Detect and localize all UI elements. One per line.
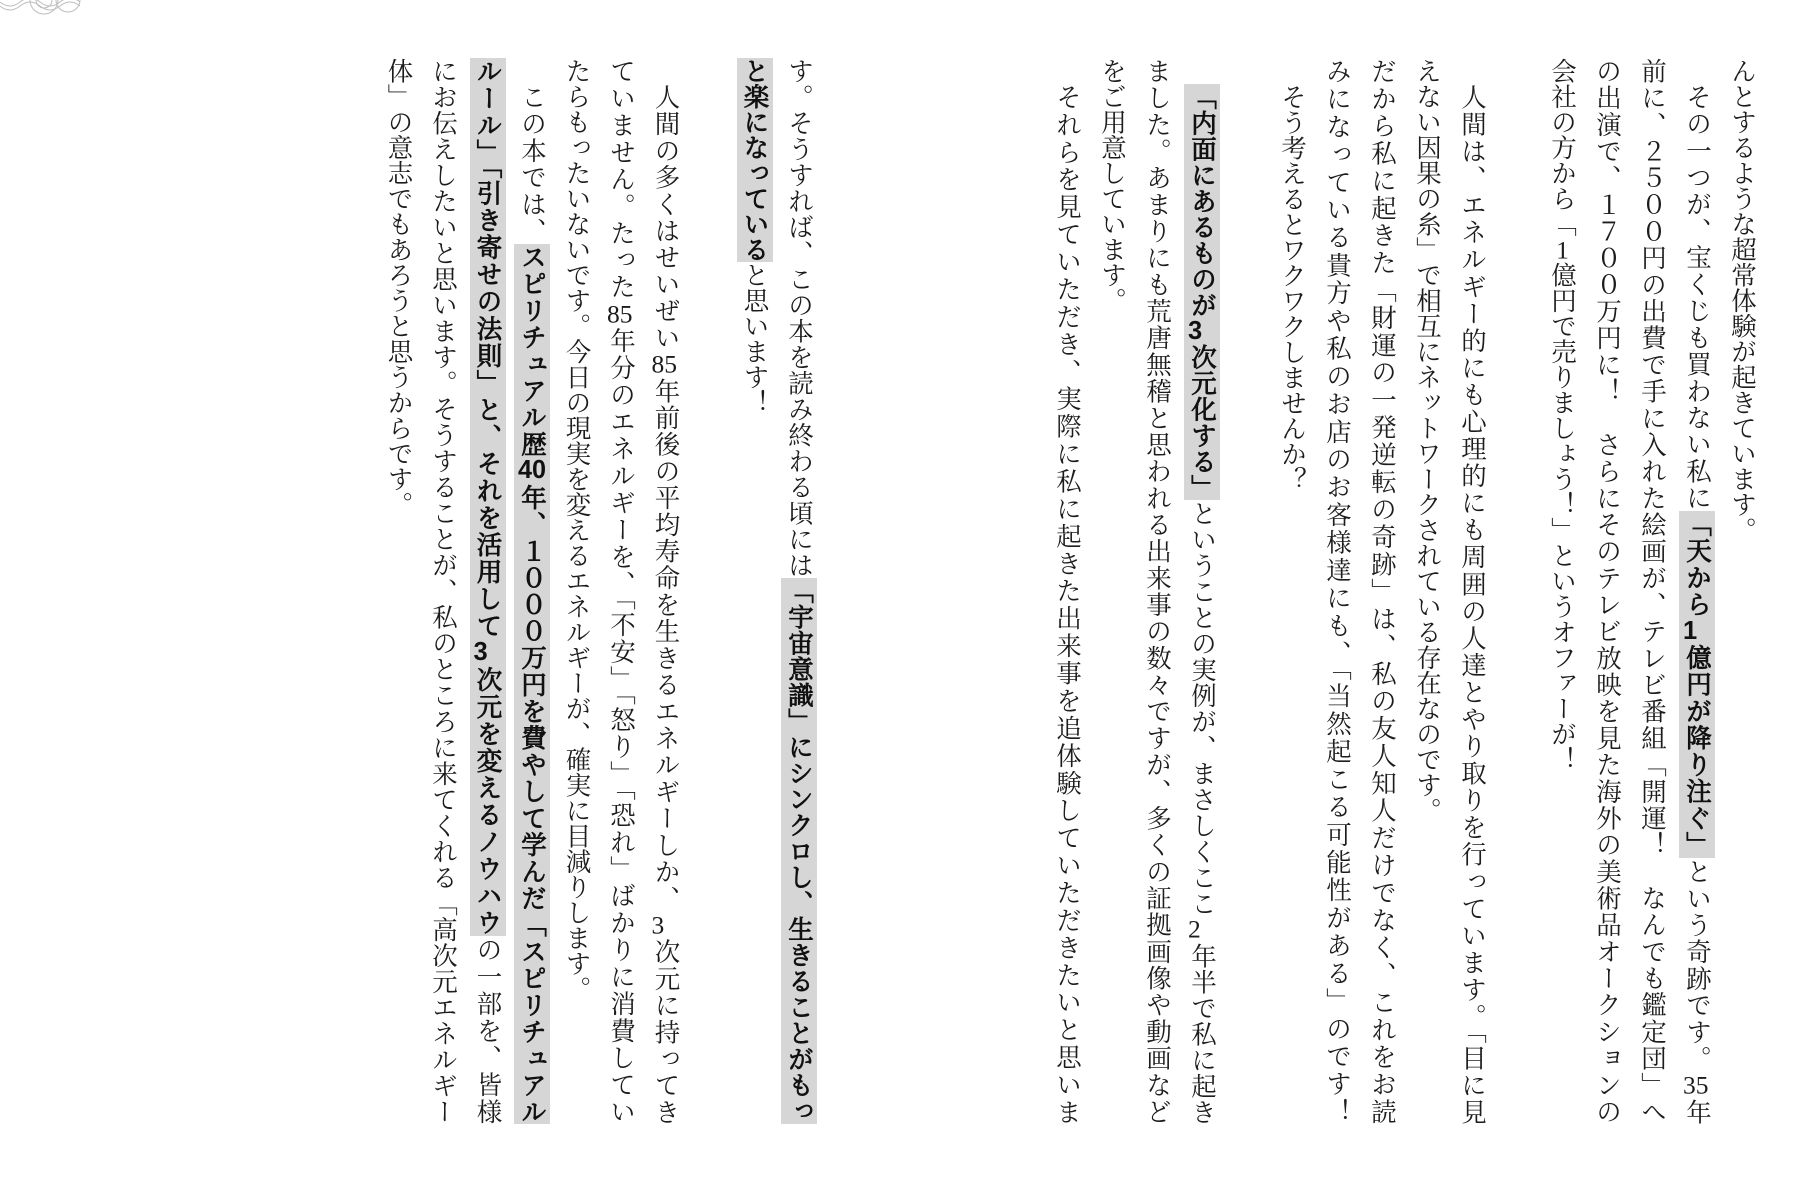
text-segment: それらを見ていただき、実際に私に起きた出来事を追体験していただきたいと思いま bbox=[1053, 83, 1082, 1124]
highlighted-phrase: 「宇宙意識」にシンクロし、生きることがもっ bbox=[781, 578, 817, 1124]
upright-number: 1 bbox=[1556, 236, 1569, 262]
text-segment: をご用意しています。 bbox=[1098, 58, 1127, 313]
text-segment: この本では、 bbox=[518, 83, 547, 244]
blank-line bbox=[1495, 58, 1540, 1124]
highlighted-phrase: と楽になっている bbox=[737, 58, 773, 262]
wave-line bbox=[0, 0, 80, 6]
text-line bbox=[1720, 58, 1765, 1124]
text-segment: 体」の意志でもあろうと思うからです。 bbox=[384, 58, 414, 517]
upright-number: 3 bbox=[1188, 317, 1203, 344]
text-line bbox=[554, 58, 599, 1124]
text-line bbox=[1360, 58, 1405, 1124]
wave-arc bbox=[30, 0, 58, 14]
text-segment: だから私に起きた「財運の一発逆転の奇跡」は、私の友人知人だけでなく、これをお読 bbox=[1368, 58, 1397, 1124]
upright-number: 85 bbox=[651, 350, 677, 377]
left-page bbox=[376, 58, 821, 1124]
text-segment: 会社の方から「1億円で売りましょう！」というオファーが！ bbox=[1548, 58, 1577, 772]
text-line bbox=[1585, 58, 1630, 1124]
text-segment: にお伝えしたいと思います。そうすることが、私のところに来てくれる「高次元エネルギー bbox=[429, 58, 458, 1124]
text-line bbox=[1180, 58, 1225, 1124]
wave-ornament-graphic bbox=[0, 0, 90, 16]
text-segment: たらもったいないです。今日の現実を変えるエネルギーが、確実に目減りします。 bbox=[562, 58, 592, 1002]
highlighted-phrase: ルール」「引き寄せの法則」と、それを活用して3次元を変えるノウハウ bbox=[470, 58, 506, 936]
upright-number: 85 bbox=[607, 300, 633, 327]
upright-number: 3 bbox=[651, 911, 665, 938]
text-line bbox=[599, 58, 644, 1124]
text-line bbox=[1090, 58, 1135, 1124]
text-segment: えない因果の糸」で相互にネットワークされている存在なのです。 bbox=[1413, 58, 1442, 823]
text-segment: す。そうすれば、この本を読み終わる頃には bbox=[785, 58, 814, 579]
text-segment: 前に、２５００円の出費で手に入れた絵画が、テレビ番組「開運！ なんでも鑑定団」へ bbox=[1638, 58, 1667, 1124]
text-segment: の出演で、１７００万円に！ さらにそのテレビ放映を見た海外の美術品オークションの bbox=[1593, 58, 1622, 1124]
text-segment: 人間は、エネルギー的にも心理的にも周囲の人達とやり取りを行っています。「目に見 bbox=[1458, 83, 1487, 1124]
text-segment: ということの実例が、まさしくここ2年半で私に起き bbox=[1188, 499, 1217, 1124]
text-line bbox=[1630, 58, 1675, 1124]
upright-number: 35 bbox=[1683, 1071, 1709, 1098]
blank-line bbox=[688, 58, 733, 1124]
upright-number: 40 bbox=[517, 457, 547, 483]
text-line bbox=[1405, 58, 1450, 1124]
text-line bbox=[421, 58, 466, 1124]
text-line bbox=[510, 58, 555, 1124]
text-segment: の一部を、皆様 bbox=[473, 936, 503, 1125]
text-line bbox=[643, 58, 688, 1124]
text-segment: 人間の多くはせいぜい85年前後の平均寿命を生きるエネルギーしか、3次元に持ってき bbox=[651, 83, 681, 1124]
text-segment: という奇跡です。35年 bbox=[1683, 858, 1712, 1124]
text-segment: と思います！ bbox=[740, 262, 770, 415]
text-line bbox=[1450, 58, 1495, 1124]
upright-number: 3 bbox=[473, 639, 488, 665]
text-segment: みになっている貴方や私のお店のお客様達にも、「当然起こる可能性がある」のです！ bbox=[1323, 58, 1352, 1124]
text-line bbox=[1540, 58, 1585, 1124]
text-line bbox=[777, 58, 822, 1124]
text-segment: その一つが、宝くじも買わない私に bbox=[1683, 83, 1712, 511]
text-line bbox=[376, 58, 421, 1124]
text-segment: ていません。たった85年分のエネルギーを、「不安」「怒り」「恐れ」ばかりに消費してい bbox=[607, 58, 636, 1124]
highlighted-phrase: スピリチュアル歴40年、１０００万円を費やして学んだ「スピリチュアル bbox=[514, 244, 550, 1124]
text-line bbox=[1675, 58, 1720, 1124]
text-line bbox=[1135, 58, 1180, 1124]
text-line bbox=[1315, 58, 1360, 1124]
highlighted-phrase: 「内面にあるものが3次元化する」 bbox=[1184, 84, 1220, 500]
wave-ornament-icon bbox=[0, 0, 90, 16]
text-line bbox=[1270, 58, 1315, 1124]
highlighted-phrase: 「天から1億円が降り注ぐ」 bbox=[1679, 511, 1715, 858]
text-segment: そう考えるとワクワクしませんか？ bbox=[1278, 83, 1307, 492]
text-line bbox=[465, 58, 510, 1124]
blank-line bbox=[1225, 58, 1270, 1124]
upright-number: 1 bbox=[1683, 617, 1698, 644]
text-segment: んとするような超常体験が起きています。 bbox=[1728, 58, 1757, 543]
upright-number: 2 bbox=[1188, 916, 1201, 942]
text-line bbox=[732, 58, 777, 1124]
text-line bbox=[1045, 58, 1090, 1124]
right-page bbox=[1045, 58, 1765, 1124]
text-segment: ました。あまりにも荒唐無稽と思われる出来事の数々ですが、多くの証拠画像や動画など bbox=[1143, 58, 1172, 1124]
